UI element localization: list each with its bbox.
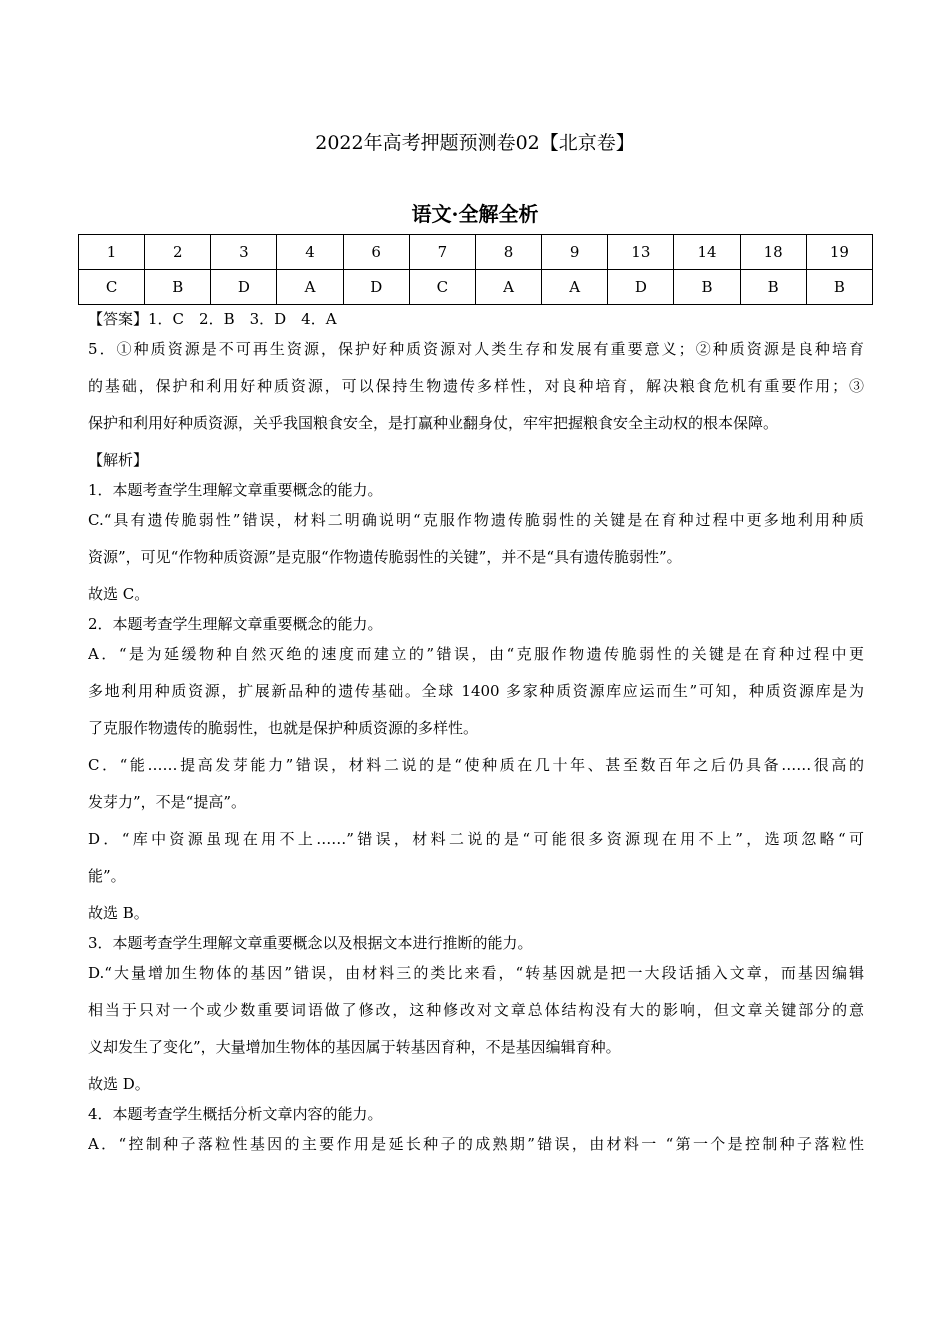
question-number-cell: 14 <box>674 235 740 270</box>
question-number-cell: 13 <box>608 235 674 270</box>
question-number-cell: 2 <box>145 235 211 270</box>
analysis-q3-intro: 3．本题考查学生理解文章重要概念以及根据文本进行推断的能力。 <box>88 934 533 952</box>
analysis-heading: 【解析】 <box>88 451 149 469</box>
analysis-q2-option-c: C．“能……提高发芽能力”错误，材料二说的是“使种质在几十年、甚至数百年之后仍具备……很高的 <box>88 756 864 774</box>
answer-cell: B <box>145 270 211 305</box>
question-number-cell: 7 <box>409 235 475 270</box>
analysis-q2-option-c: 发芽力”，不是“提高”。 <box>88 793 247 811</box>
answer-cell: D <box>211 270 277 305</box>
analysis-q2-option-d: D．“库中资源虽现在用不上……”错误，材料二说的是“可能很多资源现在用不上”，选项忽略“可 <box>88 830 864 848</box>
question-number-cell: 6 <box>343 235 409 270</box>
answer-cell: A <box>277 270 343 305</box>
question-number-cell: 4 <box>277 235 343 270</box>
page-title: 2022年高考押题预测卷02【北京卷】 <box>315 132 635 154</box>
analysis-q1-option-c: C.“具有遗传脆弱性”错误，材料二明确说明“克服作物遗传脆弱性的关键是在育种过程中更多地利用种质 <box>88 511 864 529</box>
answer-cell: A <box>542 270 608 305</box>
analysis-q1-choice: 故选 C。 <box>88 585 150 603</box>
analysis-q2-option-a: A．“是为延缓物种自然灭绝的速度而建立的”错误，由“克服作物遗传脆弱性的关键是在育种过程中更 <box>88 645 864 663</box>
answer-cell: A <box>475 270 541 305</box>
question-number-cell: 8 <box>475 235 541 270</box>
answer-summary: 【答案】1．C 2．B 3．D 4．A <box>88 310 337 328</box>
question-number-cell: 18 <box>740 235 806 270</box>
analysis-q2-option-a: 多地利用种质资源，扩展新品种的遗传基础。全球 1400 多家种质资源库应运而生”可知，种质资源库是为 <box>88 682 864 700</box>
q5-answer-line: 5．①种质资源是不可再生资源，保护好种质资源对人类生存和发展有重要意义；②种质资源是良种培育 <box>88 340 864 358</box>
analysis-q1-intro: 1．本题考查学生理解文章重要概念的能力。 <box>88 481 383 499</box>
answer-cell: C <box>79 270 145 305</box>
analysis-q3-option-d: D.“大量增加生物体的基因”错误，由材料三的类比来看，“转基因就是把一大段话插入文章，而基因编辑 <box>88 964 864 982</box>
answer-cell: D <box>343 270 409 305</box>
analysis-q1-option-c: 资源”，可见“作物种质资源”是克服“作物遗传脆弱性的关键”，并不是“具有遗传脆弱性”。 <box>88 548 682 566</box>
page-subtitle: 语文·全解全析 <box>411 202 539 226</box>
analysis-q4-intro: 4．本题考查学生概括分析文章内容的能力。 <box>88 1105 383 1123</box>
question-number-cell: 19 <box>806 235 872 270</box>
question-number-cell: 9 <box>542 235 608 270</box>
answer-cell: B <box>740 270 806 305</box>
analysis-q2-option-d: 能”。 <box>88 867 126 885</box>
analysis-q2-choice: 故选 B。 <box>88 904 149 922</box>
analysis-q2-option-a: 了克服作物遗传的脆弱性，也就是保护种质资源的多样性。 <box>88 719 479 737</box>
analysis-q3-option-d: 相当于只对一个或少数重要词语做了修改，这种修改对文章总体结构没有大的影响，但文章关键部分的意 <box>88 1001 864 1019</box>
document-body <box>88 306 864 1168</box>
answer-cell: C <box>409 270 475 305</box>
answer-cell: B <box>806 270 872 305</box>
answer-row <box>79 270 873 305</box>
question-number-cell: 1 <box>79 235 145 270</box>
q5-answer-line: 的基础，保护和利用好种质资源，可以保持生物遗传多样性，对良种培育，解决粮食危机有重要作用；③ <box>88 377 864 395</box>
analysis-q3-choice: 故选 D。 <box>88 1075 150 1093</box>
question-number-row <box>79 235 873 270</box>
analysis-q2-intro: 2．本题考查学生理解文章重要概念的能力。 <box>88 615 383 633</box>
analysis-q4-option-a: A．“控制种子落粒性基因的主要作用是延长种子的成熟期”错误，由材料一 “第一个是控制种子落粒性 <box>88 1135 864 1153</box>
answer-cell: B <box>674 270 740 305</box>
answer-cell: D <box>608 270 674 305</box>
question-number-cell: 3 <box>211 235 277 270</box>
answer-key-table <box>78 234 873 305</box>
q5-answer-line: 保护和利用好种质资源，关乎我国粮食安全，是打赢种业翻身仗，牢牢把握粮食安全主动权的根本保障。 <box>88 414 779 432</box>
analysis-q3-option-d: 义却发生了变化”，大量增加生物体的基因属于转基因育种，不是基因编辑育种。 <box>88 1038 621 1056</box>
